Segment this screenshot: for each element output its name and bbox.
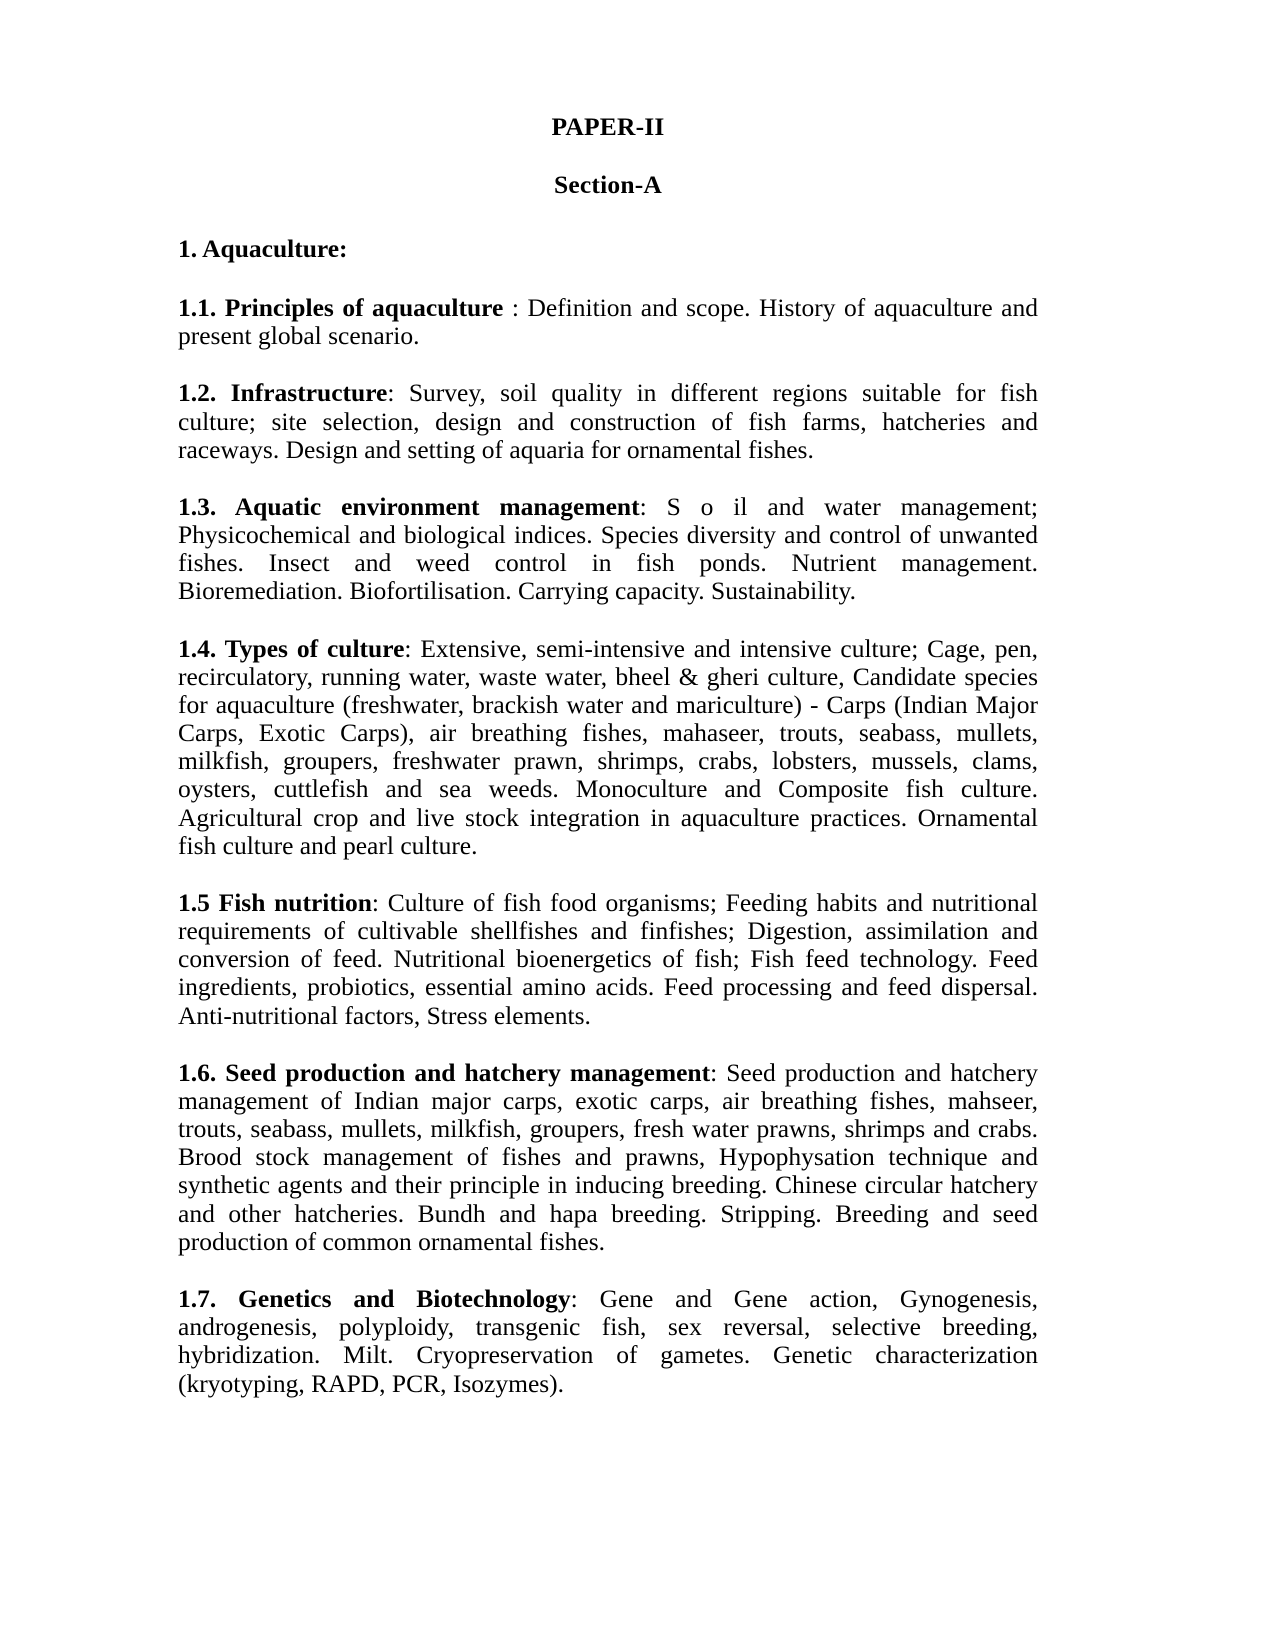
entry-separator: : xyxy=(387,378,409,408)
syllabus-entry xyxy=(178,379,1038,464)
syllabus-entry xyxy=(178,294,1038,350)
entry-label: 1.2. Infrastructure xyxy=(178,378,388,408)
syllabus-entry xyxy=(178,1285,1038,1398)
entry-body: Seed production and hatchery management of Indian major carps, exotic carps, air breathing fishes, mahseer, trouts, seabass, mullets, milkfish, groupers, fresh water prawns, shrimps and crabs. Brood stock management of fishes and prawns, Hypophysation technique and synthetic agents and their principle in inducing breeding. Chinese circular hatchery and other hatcheries. Bundh and hapa breeding. Stripping. Breeding and seed production of common ornamental fishes. xyxy=(178,1057,1038,1256)
section-heading: Section-A xyxy=(553,170,663,199)
document-content xyxy=(178,112,1038,1398)
entry-body: Gene and Gene action, Gynogenesis, androgenesis, polyploidy, transgenic fish, sex reversal, selective breeding, hybridization. Milt. Cryopreservation of gametes. Genetic characterization (kryotyping, RAPD, PCR, Isozymes). xyxy=(178,1283,1038,1398)
syllabus-entry xyxy=(178,1059,1038,1256)
entry-separator: : xyxy=(404,633,421,663)
entry-separator: : xyxy=(503,293,528,322)
entry-body: Survey, soil quality in different regions suitable for fish culture; site selection, design and construction of fish farms, hatcheries and raceways. Design and setting of aquaria for ornamental fishes. xyxy=(178,378,1038,464)
syllabus-entry xyxy=(178,889,1038,1030)
entry-label: 1.5 Fish nutrition xyxy=(178,887,372,917)
entry-label: 1.4. Types of culture xyxy=(178,633,405,663)
entry-body: Definition and scope. History of aquaculture and present global scenario. xyxy=(178,293,1038,351)
topic-title: 1. Aquaculture: xyxy=(178,234,348,263)
entry-separator: : xyxy=(570,1283,600,1313)
entry-label: 1.1. Principles of aquaculture xyxy=(178,293,504,322)
entry-label: 1.6. Seed production and hatchery management xyxy=(178,1057,711,1087)
entry-separator: : xyxy=(639,491,667,521)
entry-body: Extensive, semi-intensive and intensive culture; Cage, pen, recirculatory, running water, waste water, bheel & gheri culture, Candidate species for aquaculture (freshwater, brackish water and mariculture) - Carps (Indian Major Carps, Exotic Carps), air breathing fishes, mahaseer, trouts, seabass, mullets, milkfish, groupers, freshwater prawn, shrimps, crabs, lobsters, mussels, clams, oysters, cuttlefish and sea weeds. Monoculture and Composite fish culture. Agricultural crop and live stock integration in aquaculture practices. Ornamental fish culture and pearl culture. xyxy=(178,633,1038,860)
paper-heading: PAPER-II xyxy=(551,112,665,141)
entry-label: 1.7. Genetics and Biotechnology xyxy=(178,1283,571,1313)
entry-body: S o il and water management; Physicochemical and biological indices. Species diversity and control of unwanted fishes. Insect and weed control in fish ponds. Nutrient management. Bioremediation. Biofortilisation. Carrying capacity. Sustainability. xyxy=(178,491,1038,606)
syllabus-entry xyxy=(178,493,1038,606)
entry-separator: : xyxy=(371,887,388,917)
entry-label: 1.3. Aquatic environment management xyxy=(178,491,640,521)
syllabus-entry xyxy=(178,635,1038,860)
entry-separator: : xyxy=(710,1057,727,1087)
entry-body: Culture of fish food organisms; Feeding habits and nutritional requirements of cultivable shellfishes and finfishes; Digestion, assimilation and conversion of feed. Nutritional bioenergetics of fish; Fish feed technology. Feed ingredients, probiotics, essential amino acids. Feed processing and feed dispersal. Anti-nutritional factors, Stress elements. xyxy=(178,887,1038,1030)
